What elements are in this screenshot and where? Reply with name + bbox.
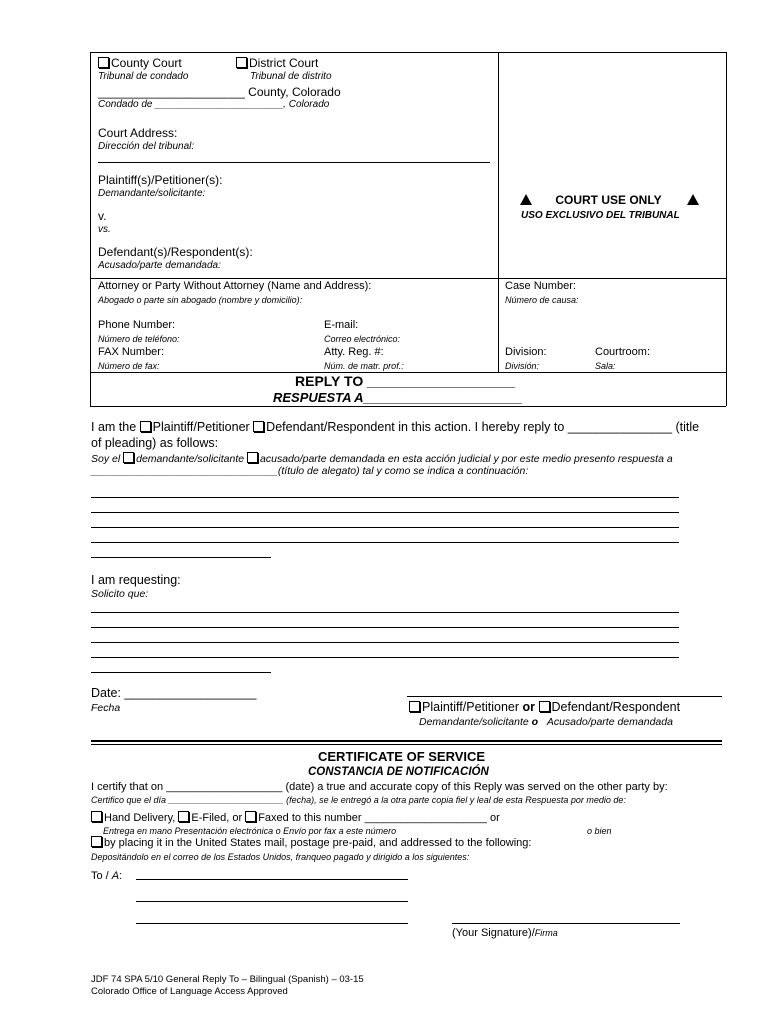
reply-statement: I am the Plaintiff/Petitioner Defendant/Respondent in this action. I hereby reply to _______________ (title — [91, 420, 700, 434]
request-line[interactable] — [91, 657, 679, 658]
party-selection-es: Demandante/solicitante o Acusado/parte demandada — [419, 716, 673, 728]
reply-statement-line2: of pleading) as follows: — [91, 436, 219, 450]
party-selection: Plaintiff/Petitioner or Defendant/Respondent — [409, 700, 680, 714]
reply-line[interactable] — [91, 557, 271, 558]
request-line[interactable] — [91, 612, 679, 613]
case-number-es: Número de causa: — [505, 295, 579, 305]
county-court-checkbox-label[interactable]: County Court — [98, 56, 182, 70]
mail-checkbox[interactable] — [91, 836, 102, 847]
section-separator — [91, 744, 722, 745]
request-line[interactable] — [91, 627, 679, 628]
request-line[interactable] — [91, 642, 679, 643]
address-line[interactable] — [136, 923, 408, 924]
acusado-checkbox[interactable] — [247, 452, 258, 463]
court-address-label: Court Address: — [98, 126, 178, 140]
attorney-label: Attorney or Party Without Attorney (Name and Address): — [98, 280, 372, 292]
reply-statement-es-line2: ________________________________(título de alegato) tal y como se indica a continuación: — [91, 465, 529, 477]
plaintiff-label: Plaintiff(s)/Petitioner(s): — [98, 173, 223, 187]
o-bien: o bien — [587, 826, 612, 836]
caption-divider-attorney — [90, 278, 726, 279]
defendant-respondent-checkbox[interactable] — [253, 421, 264, 432]
section-separator — [91, 740, 722, 742]
address-line[interactable] — [136, 901, 408, 902]
versus-label: v. — [98, 209, 107, 223]
court-address-es: Dirección del tribunal: — [98, 141, 195, 152]
division-label: Division: — [505, 346, 547, 358]
triangle-icon — [520, 194, 532, 205]
caption-right-border — [726, 52, 727, 406]
phone-es: Número de teléfono: — [98, 334, 180, 344]
signature-line[interactable] — [452, 923, 680, 924]
reply-line[interactable] — [91, 512, 679, 513]
case-number-label: Case Number: — [505, 280, 576, 292]
email-label: E-mail: — [324, 319, 359, 331]
court-address-line[interactable] — [98, 162, 490, 163]
service-methods-es: Entrega en mano Presentación electrónica o Envío por fax a este número — [103, 826, 397, 836]
certificate-title-es: CONSTANCIA DE NOTIFICACIÓN — [308, 766, 489, 778]
certify-statement: I certify that on ___________________ (date) a true and accurate copy of this Reply was served on the other party by: — [91, 781, 668, 793]
county-line-es: Condado de _______________________, Colorado — [98, 99, 330, 110]
triangle-icon — [687, 194, 699, 205]
sig-defendant-checkbox[interactable] — [539, 701, 550, 712]
defendant-es: Acusado/parte demandada: — [98, 260, 221, 271]
footer-form-id: JDF 74 SPA 5/10 General Reply To – Bilingual (Spanish) – 03-15 — [91, 974, 364, 985]
county-court-es: Tribunal de condado — [98, 71, 189, 82]
certify-statement-es: Certifico que el día _______________________ (fecha), se le entregó a la otra parte copia fiel y leal de esta Respuesta por medio de: — [91, 795, 626, 805]
certificate-title: CERTIFICATE OF SERVICE — [318, 749, 486, 764]
mail-method: by placing it in the United States mail, postage pre-paid, and addressed to the following: — [91, 836, 531, 849]
phone-label: Phone Number: — [98, 319, 176, 331]
division-es: División: — [505, 361, 540, 371]
reply-statement-es: Soy el demandante/solicitante acusado/parte demandada en esta acción judicial y por este medio presento respuesta a — [91, 453, 673, 465]
service-methods: Hand Delivery, E-Filed, or Faxed to this number ____________________ or — [91, 811, 500, 824]
plaintiff-es: Demandante/solicitante: — [98, 188, 206, 199]
fax-es: Número de fax: — [98, 361, 160, 371]
email-es: Correo electrónico: — [324, 334, 401, 344]
district-court-checkbox[interactable] — [236, 57, 247, 68]
plaintiff-petitioner-checkbox[interactable] — [140, 421, 151, 432]
e-filed-checkbox[interactable] — [178, 811, 189, 822]
footer-approval: Colorado Office of Language Access Approved — [91, 986, 288, 997]
fax-label: FAX Number: — [98, 346, 165, 358]
reply-to-title-es: RESPUESTA A______________________ — [273, 390, 523, 405]
reply-line[interactable] — [91, 527, 679, 528]
mail-method-es: Depositándolo en el correo de los Estados Unidos, franqueo pagado y dirigido a los siguientes: — [91, 852, 470, 862]
court-use-only-es: USO EXCLUSIVO DEL TRIBUNAL — [521, 210, 680, 221]
caption-top-border — [90, 52, 726, 53]
sig-plaintiff-checkbox[interactable] — [409, 701, 420, 712]
atty-reg-es: Núm. de matr. prof.: — [324, 361, 404, 371]
versus-es: vs. — [98, 224, 111, 235]
reply-line[interactable] — [91, 497, 679, 498]
requesting-es: Solicito que: — [91, 588, 149, 600]
reply-line[interactable] — [91, 542, 679, 543]
address-line[interactable] — [136, 879, 408, 880]
faxed-checkbox[interactable] — [245, 811, 256, 822]
demandante-checkbox[interactable] — [123, 452, 134, 463]
caption-divider-vertical — [498, 52, 499, 372]
date-field[interactable]: Date: ___________________ — [91, 686, 257, 700]
request-line[interactable] — [91, 672, 271, 673]
county-court-checkbox[interactable] — [98, 57, 109, 68]
court-use-only: COURT USE ONLY — [520, 193, 699, 207]
district-court-checkbox-label[interactable]: District Court — [236, 56, 318, 70]
party-signature-line[interactable] — [407, 696, 722, 697]
hand-delivery-checkbox[interactable] — [91, 811, 102, 822]
courtroom-es: Sala: — [595, 361, 616, 371]
defendant-label: Defendant(s)/Respondent(s): — [98, 245, 253, 259]
district-court-es: Tribunal de distrito — [250, 71, 332, 82]
attorney-es: Abogado o parte sin abogado (nombre y domicilio): — [98, 295, 303, 305]
requesting-label: I am requesting: — [91, 573, 181, 587]
date-es: Fecha — [91, 702, 121, 714]
to-label: To / A: — [91, 870, 123, 882]
caption-bottom-border — [90, 406, 726, 407]
atty-reg-label: Atty. Reg. #: — [324, 346, 384, 358]
county-line[interactable]: ______________________ County, Colorado — [98, 85, 341, 99]
caption-left-border — [90, 52, 91, 406]
signature-label: (Your Signature)/Firma — [452, 927, 558, 939]
reply-to-title: REPLY TO ___________________ — [295, 373, 516, 389]
courtroom-label: Courtroom: — [595, 346, 651, 358]
